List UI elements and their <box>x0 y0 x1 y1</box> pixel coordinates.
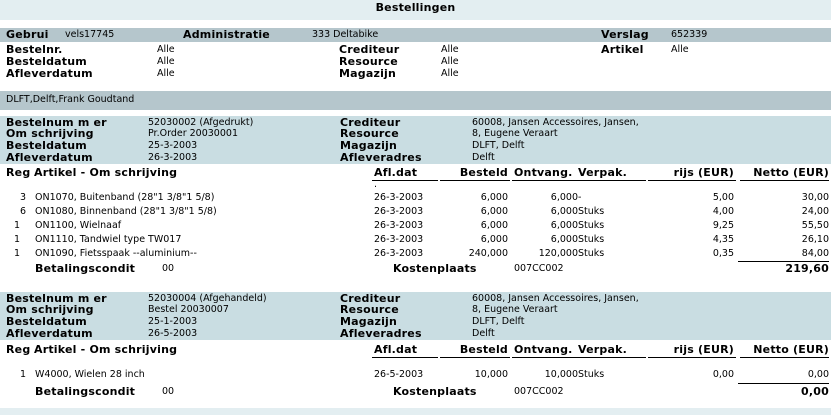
col-reg: Reg <box>6 343 31 356</box>
crediteur-value: 60008, Jansen Accessoires, Jansen, <box>472 293 639 304</box>
col-verpak: Verpak. <box>578 166 627 179</box>
afleveradres-label: Afleveradres <box>340 151 422 164</box>
betaling-label: Betalingscondit <box>35 385 136 398</box>
line-netto: 84,00 <box>801 248 829 259</box>
bestelnummer-label: Bestelnum m er <box>6 116 107 129</box>
column-header-underline <box>512 357 646 358</box>
betaling-value: 00 <box>162 386 175 397</box>
crediteur-filter-label: Crediteur <box>339 43 400 56</box>
line-artikel: W4000, Wielen 28 inch <box>35 369 145 380</box>
bestelnr-label: Bestelnr. <box>6 43 63 56</box>
line-netto: 26,10 <box>801 234 829 245</box>
afleverdatum-value: 26-5-2003 <box>148 328 198 339</box>
col-besteld: Besteld <box>459 166 508 179</box>
kostenplaats-value: 007CC002 <box>514 386 564 397</box>
column-header-underline <box>372 357 438 358</box>
line-prijs: 0,35 <box>712 248 734 259</box>
line-reg: 1 <box>19 369 26 380</box>
besteldatum-filter-value: Alle <box>157 56 175 67</box>
omschrijving-value: Pr.Order 20030001 <box>148 128 238 139</box>
line-verpak: Stuks <box>578 220 605 231</box>
line-afldat: 26-3-2003 <box>374 248 424 259</box>
besteldatum-label: Besteldatum <box>6 315 87 328</box>
kostenplaats-label: Kostenplaats <box>393 262 477 275</box>
magazijn-value: DLFT, Delft <box>472 316 525 327</box>
line-afldat: 26-5-2003 <box>374 369 424 380</box>
column-header-underline <box>740 180 829 181</box>
magazijn-filter-label: Magazijn <box>339 67 397 80</box>
line-netto: 30,00 <box>801 192 829 203</box>
bestelnummer-label: Bestelnum m er <box>6 292 107 305</box>
col-prijs: rijs (EUR) <box>673 343 734 356</box>
line-artikel: ON1110, Tandwiel type TW017 <box>35 234 182 245</box>
line-besteld: 6,000 <box>480 192 508 203</box>
afleverdatum-filter-label: Afleverdatum <box>6 67 93 80</box>
afleverdatum-filter-value: Alle <box>157 68 175 79</box>
bestelnummer-value: 52030002 (Afgedrukt) <box>148 117 254 128</box>
gebrui-value: vels17745 <box>65 29 115 40</box>
kostenplaats-label: Kostenplaats <box>393 385 477 398</box>
gebrui-label: Gebrui <box>6 28 49 41</box>
line-artikel: ON1100, Wielnaaf <box>35 220 122 231</box>
omschrijving-label: Om schrijving <box>6 303 94 316</box>
col-afldat: Afl.dat <box>374 343 418 356</box>
line-prijs: 4,00 <box>712 206 734 217</box>
artikel-filter-value: Alle <box>671 44 689 55</box>
line-ontvang: 6,000 <box>550 206 578 217</box>
line-artikel: ON1080, Binnenband (28"1 3/8"1 5/8) <box>35 206 217 217</box>
magazijn-filter-value: Alle <box>441 68 459 79</box>
afleveradres-value: Delft <box>472 328 495 339</box>
kostenplaats-value: 007CC002 <box>514 263 564 274</box>
resource-value: 8, Eugene Veraart <box>472 128 558 139</box>
afleverdatum-value: 26-3-2003 <box>148 152 198 163</box>
besteldatum-filter-label: Besteldatum <box>6 55 87 68</box>
line-ontvang: 6,000 <box>550 220 578 231</box>
line-verpak: Stuks <box>578 234 605 245</box>
col-netto: Netto (EUR) <box>753 343 829 356</box>
column-header-underline <box>440 357 510 358</box>
betaling-label: Betalingscondit <box>35 262 136 275</box>
artikel-filter-label: Artikel <box>601 43 644 56</box>
bottom-band <box>0 408 831 415</box>
line-verpak: Stuks <box>578 369 605 380</box>
col-netto: Netto (EUR) <box>753 166 829 179</box>
verslag-label: Verslag <box>601 28 649 41</box>
resource-label: Resource <box>340 303 399 316</box>
col-reg: Reg <box>6 166 31 179</box>
crediteur-label: Crediteur <box>340 292 401 305</box>
afleverdatum-label: Afleverdatum <box>6 151 93 164</box>
line-verpak: Stuks <box>578 248 605 259</box>
omschrijving-label: Om schrijving <box>6 127 94 140</box>
line-verpak: Stuks <box>578 206 605 217</box>
line-prijs: 4,35 <box>712 234 734 245</box>
afleverdatum-label: Afleverdatum <box>6 327 93 340</box>
column-header-underline <box>648 180 736 181</box>
crediteur-filter-value: Alle <box>441 44 459 55</box>
col-ontvang: Ontvang. <box>514 166 573 179</box>
column-header-underline <box>740 357 829 358</box>
line-reg: 1 <box>13 234 20 245</box>
line-netto: 55,50 <box>801 220 829 231</box>
col-prijs: rijs (EUR) <box>673 166 734 179</box>
crediteur-value: 60008, Jansen Accessoires, Jansen, <box>472 117 639 128</box>
line-artikel: ON1090, Fietsspaak --aluminium-- <box>35 248 197 259</box>
order-total: 219,60 <box>785 262 829 275</box>
line-besteld: 6,000 <box>480 234 508 245</box>
bestelnr-value: Alle <box>157 44 175 55</box>
line-afldat: 26-3-2003 <box>374 206 424 217</box>
line-netto: 0,00 <box>807 369 829 380</box>
line-prijs: 0,00 <box>712 369 734 380</box>
resource-label: Resource <box>340 127 399 140</box>
column-header-underline <box>372 180 438 181</box>
bestelnummer-value: 52030004 (Afgehandeld) <box>148 293 267 304</box>
line-ontvang: 6,000 <box>550 192 578 203</box>
crediteur-label: Crediteur <box>340 116 401 129</box>
resource-filter-value: Alle <box>441 56 459 67</box>
col-besteld: Besteld <box>459 343 508 356</box>
line-netto: 24,00 <box>801 206 829 217</box>
besteldatum-value: 25-1-2003 <box>148 316 198 327</box>
line-prijs: 5,00 <box>712 192 734 203</box>
col-artikel: Artikel - Om schrijving <box>34 343 178 356</box>
page-title: Bestellingen <box>375 1 456 14</box>
total-line <box>738 383 829 384</box>
betaling-value: 00 <box>162 263 175 274</box>
line-afldat: 26-3-2003 <box>374 220 424 231</box>
besteldatum-value: 25-3-2003 <box>148 140 198 151</box>
omschrijving-value: Bestel 20030007 <box>148 304 229 315</box>
line-besteld: 240,000 <box>468 248 508 259</box>
col-ontvang: Ontvang. <box>514 343 573 356</box>
resource-value: 8, Eugene Veraart <box>472 304 558 315</box>
line-besteld: 10,000 <box>474 369 508 380</box>
group-title: DLFT,Delft,Frank Goudtand <box>6 94 135 105</box>
magazijn-label: Magazijn <box>340 315 398 328</box>
resource-filter-label: Resource <box>339 55 398 68</box>
administratie-value: 333 Deltabike <box>312 29 379 40</box>
col-verpak: Verpak. <box>578 343 627 356</box>
verslag-value: 652339 <box>671 29 708 40</box>
line-besteld: 6,000 <box>480 206 508 217</box>
line-ontvang: 10,000 <box>544 369 578 380</box>
administratie-label: Administratie <box>183 28 270 41</box>
magazijn-label: Magazijn <box>340 139 398 152</box>
col-afldat: Afl.dat <box>374 166 418 179</box>
afleveradres-value: Delft <box>472 152 495 163</box>
column-header-underline <box>648 357 736 358</box>
line-ontvang: 6,000 <box>550 234 578 245</box>
line-reg: 3 <box>19 192 26 203</box>
column-header-underline <box>440 180 510 181</box>
line-afldat: 26-3-2003 <box>374 234 424 245</box>
line-prijs: 9,25 <box>712 220 734 231</box>
line-reg: 1 <box>13 220 20 231</box>
line-ontvang: 120,000 <box>538 248 578 259</box>
magazijn-value: DLFT, Delft <box>472 140 525 151</box>
line-artikel: ON1070, Buitenband (28"1 3/8"1 5/8) <box>35 192 215 203</box>
besteldatum-label: Besteldatum <box>6 139 87 152</box>
line-reg: 6 <box>19 206 26 217</box>
column-header-underline <box>512 180 646 181</box>
afleveradres-label: Afleveradres <box>340 327 422 340</box>
col-artikel: Artikel - Om schrijving <box>34 166 178 179</box>
afldat-extra: . <box>374 179 378 190</box>
line-verpak: - <box>578 192 582 203</box>
line-afldat: 26-3-2003 <box>374 192 424 203</box>
order-total: 0,00 <box>801 385 829 398</box>
line-reg: 1 <box>13 248 20 259</box>
line-besteld: 6,000 <box>480 220 508 231</box>
